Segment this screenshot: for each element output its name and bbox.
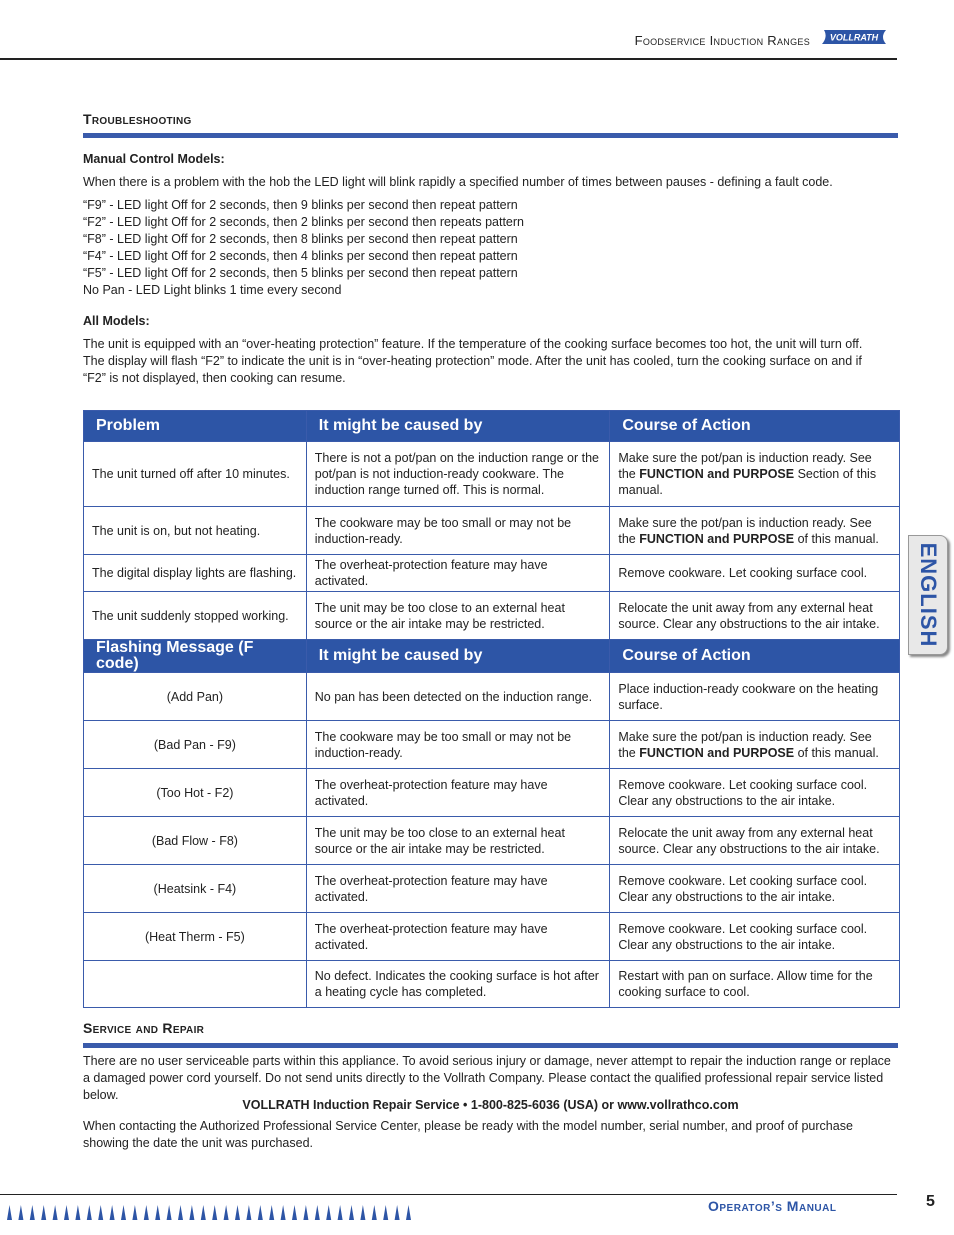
table-row (84, 555, 900, 592)
table-row (84, 721, 900, 769)
fault-code-item: “F8” - LED light Off for 2 seconds, then 8 blinks per second then repeat pattern (83, 232, 518, 246)
table-row (84, 592, 900, 640)
cause-cell: The overheat-protection feature may have activated. (306, 555, 610, 592)
action-cell (610, 817, 900, 865)
tick-mark (121, 1205, 126, 1220)
tick-mark (155, 1205, 160, 1220)
message-cell: (Bad Flow - F8) (84, 817, 307, 865)
action-text: Section of this manual. (618, 467, 877, 497)
action-bold-text: FUNCTION and PURPOSE (639, 531, 795, 546)
action-text: Place induction-ready cookware on the heating surface. (618, 681, 879, 712)
action-text: of this manual. (794, 745, 879, 760)
action-text: Restart with pan on surface. Allow time for the cooking surface to cool. (618, 969, 873, 999)
cause-cell: The overheat-protection feature may have activated. (306, 865, 610, 913)
service-paragraph: When contacting the Authorized Professional Service Center, please be ready with the model number, serial number, and proof of purchase showing the date the unit was purchased. (83, 1119, 853, 1150)
tick-mark (292, 1205, 297, 1220)
column-header: Course of Action (610, 411, 900, 442)
tick-mark (167, 1205, 172, 1220)
section-rule (83, 133, 898, 138)
message-cell: (Too Hot - F2) (84, 769, 307, 817)
problem-cell: The digital display lights are flashing. (84, 555, 307, 592)
action-text: Relocate the unit away from any external heat source. Clear any obstructions to the air intake. (618, 600, 880, 631)
tick-mark (372, 1205, 377, 1220)
tick-mark (383, 1205, 388, 1220)
column-header: Flashing Message (F code) (84, 640, 307, 673)
action-text: Remove cookware. Let cooking surface cool. Clear any obstructions to the air intake. (618, 921, 868, 952)
action-text: Make sure the pot/pan is induction ready. See the (618, 515, 872, 546)
vollrath-logo (820, 28, 888, 46)
tick-mark (235, 1205, 240, 1220)
tick-mark (395, 1205, 400, 1220)
table-row (84, 865, 900, 913)
tick-mark (349, 1205, 354, 1220)
action-cell (610, 721, 900, 769)
fault-code-item: “F4” - LED light Off for 2 seconds, then 4 blinks per second then repeat pattern (83, 249, 518, 263)
troubleshooting-title: Troubleshooting (83, 111, 192, 127)
action-cell (610, 592, 900, 640)
troubleshooting-table (83, 410, 900, 1008)
tick-mark (246, 1205, 251, 1220)
tick-mark (87, 1205, 92, 1220)
footer-rule (0, 1194, 897, 1195)
message-cell: (Heatsink - F4) (84, 865, 307, 913)
tick-mark (18, 1205, 23, 1220)
cause-cell: There is not a pot/pan on the induction range or the pot/pan is not induction-ready cookware. The induction range turned off. This is normal. (306, 442, 610, 507)
tick-mark (281, 1205, 286, 1220)
tick-mark (53, 1205, 58, 1220)
tick-mark (30, 1205, 35, 1220)
action-text: Relocate the unit away from any external heat source. Clear any obstructions to the air intake. (618, 825, 880, 856)
message-cell (84, 961, 307, 1008)
table-row (84, 769, 900, 817)
table-row (84, 442, 900, 507)
tick-mark (7, 1205, 12, 1220)
cause-cell: The unit may be too close to an external heat source or the air intake may be restricted. (306, 817, 610, 865)
table-header-row (84, 411, 900, 442)
action-cell (610, 442, 900, 507)
action-cell (610, 865, 900, 913)
fault-code-item: “F9” - LED light Off for 2 seconds, then 9 blinks per second then repeat pattern (83, 198, 518, 212)
cause-cell: The cookware may be too small or may not be induction-ready. (306, 507, 610, 555)
column-header: It might be caused by (306, 640, 610, 673)
tick-mark (98, 1205, 103, 1220)
cause-cell: The cookware may be too small or may not be induction-ready. (306, 721, 610, 769)
problem-cell: The unit suddenly stopped working. (84, 592, 307, 640)
action-text: of this manual. (794, 531, 879, 546)
all-models-text: The unit is equipped with an “over-heating protection” feature. If the temperature of the cooking surface becomes too hot, the unit will turn off. The display will flash “F2” to indicate the unit is in “over-heating protection” mode. After the unit has cooled, turn the cooking surface on and if “F2” is not displayed, then cooking can resume. (83, 337, 863, 385)
fault-code-item: “F5” - LED light Off for 2 seconds, then 5 blinks per second then repeat pattern (83, 266, 518, 280)
svg-text:VOLLRATH: VOLLRATH (829, 32, 879, 43)
tick-mark (178, 1205, 183, 1220)
column-header: Course of Action (610, 640, 900, 673)
action-text: Make sure the pot/pan is induction ready. See the (618, 451, 872, 481)
action-text: Make sure the pot/pan is induction ready. See the (618, 729, 872, 760)
action-bold-text: FUNCTION and PURPOSE (639, 745, 795, 760)
message-cell: (Heat Therm - F5) (84, 913, 307, 961)
action-cell (610, 913, 900, 961)
column-header: Problem (84, 411, 307, 442)
tick-mark (258, 1205, 263, 1220)
problem-cell: The unit turned off after 10 minutes. (84, 442, 307, 507)
footer-tick-decoration (5, 1204, 417, 1220)
cause-cell: No defect. Indicates the cooking surface is hot after a heating cycle has completed. (306, 961, 610, 1008)
language-tab-label: ENGLISH (916, 542, 941, 648)
tick-mark (224, 1205, 229, 1220)
table-row (84, 673, 900, 721)
header-rule (0, 58, 897, 60)
column-header: It might be caused by (306, 411, 610, 442)
action-cell (610, 673, 900, 721)
fault-code-item: No Pan - LED Light blinks 1 time every second (83, 283, 342, 297)
message-cell: (Add Pan) (84, 673, 307, 721)
section-rule (83, 1043, 898, 1048)
message-cell: (Bad Pan - F9) (84, 721, 307, 769)
tick-mark (64, 1205, 69, 1220)
service-title: Service and Repair (83, 1020, 205, 1036)
action-cell (610, 769, 900, 817)
action-cell (610, 961, 900, 1008)
tick-mark (360, 1205, 365, 1220)
tick-mark (212, 1205, 217, 1220)
tick-mark (144, 1205, 149, 1220)
fault-code-item: “F2” - LED light Off for 2 seconds, then 2 blinks per second then repeats pattern (83, 215, 524, 229)
service-paragraph: There are no user serviceable parts within this appliance. To avoid serious injury or damage, never attempt to repair the induction range or replace a damaged power cord yourself. Do not send units directly to the Vollrath Company. Please contact the qualified professional repair service listed below. (83, 1054, 891, 1102)
cause-cell: The overheat-protection feature may have activated. (306, 769, 610, 817)
tick-mark (132, 1205, 137, 1220)
cause-cell: The overheat-protection feature may have activated. (306, 913, 610, 961)
page-number: 5 (926, 1193, 935, 1210)
tick-mark (41, 1205, 46, 1220)
action-cell (610, 507, 900, 555)
cause-cell: The unit may be too close to an external heat source or the air intake may be restricted. (306, 592, 610, 640)
manual-intro: When there is a problem with the hob the LED light will blink rapidly a specified number of times between pauses - defining a fault code. (83, 175, 833, 189)
tick-mark (110, 1205, 115, 1220)
action-text: Remove cookware. Let cooking surface cool. (618, 566, 868, 580)
tick-mark (201, 1205, 206, 1220)
header-title: Foodservice Induction Ranges (634, 33, 810, 48)
tick-mark (326, 1205, 331, 1220)
tick-mark (315, 1205, 320, 1220)
tick-mark (75, 1205, 80, 1220)
tick-mark (189, 1205, 194, 1220)
language-tab[interactable] (908, 535, 948, 655)
fault-code-list (83, 197, 683, 299)
table-row (84, 507, 900, 555)
action-bold-text: FUNCTION and PURPOSE (639, 467, 795, 481)
tick-mark (269, 1205, 274, 1220)
tick-mark (406, 1205, 411, 1220)
service-contact: VOLLRATH Induction Repair Service • 1-800-825-6036 (USA) or www.vollrathco.com (242, 1098, 739, 1112)
action-text: Remove cookware. Let cooking surface cool. Clear any obstructions to the air intake. (618, 777, 868, 808)
footer-title: Operator’s Manual (708, 1198, 837, 1214)
tick-mark (338, 1205, 343, 1220)
tick-mark (303, 1205, 308, 1220)
problem-cell: The unit is on, but not heating. (84, 507, 307, 555)
action-cell (610, 555, 900, 592)
table-row (84, 961, 900, 1008)
table-row (84, 817, 900, 865)
table-header-row (84, 640, 900, 673)
cause-cell: No pan has been detected on the induction range. (306, 673, 610, 721)
table-row (84, 913, 900, 961)
all-models-heading: All Models: (83, 314, 150, 328)
action-text: Remove cookware. Let cooking surface cool. Clear any obstructions to the air intake. (618, 873, 868, 904)
manual-heading: Manual Control Models: (83, 152, 225, 166)
